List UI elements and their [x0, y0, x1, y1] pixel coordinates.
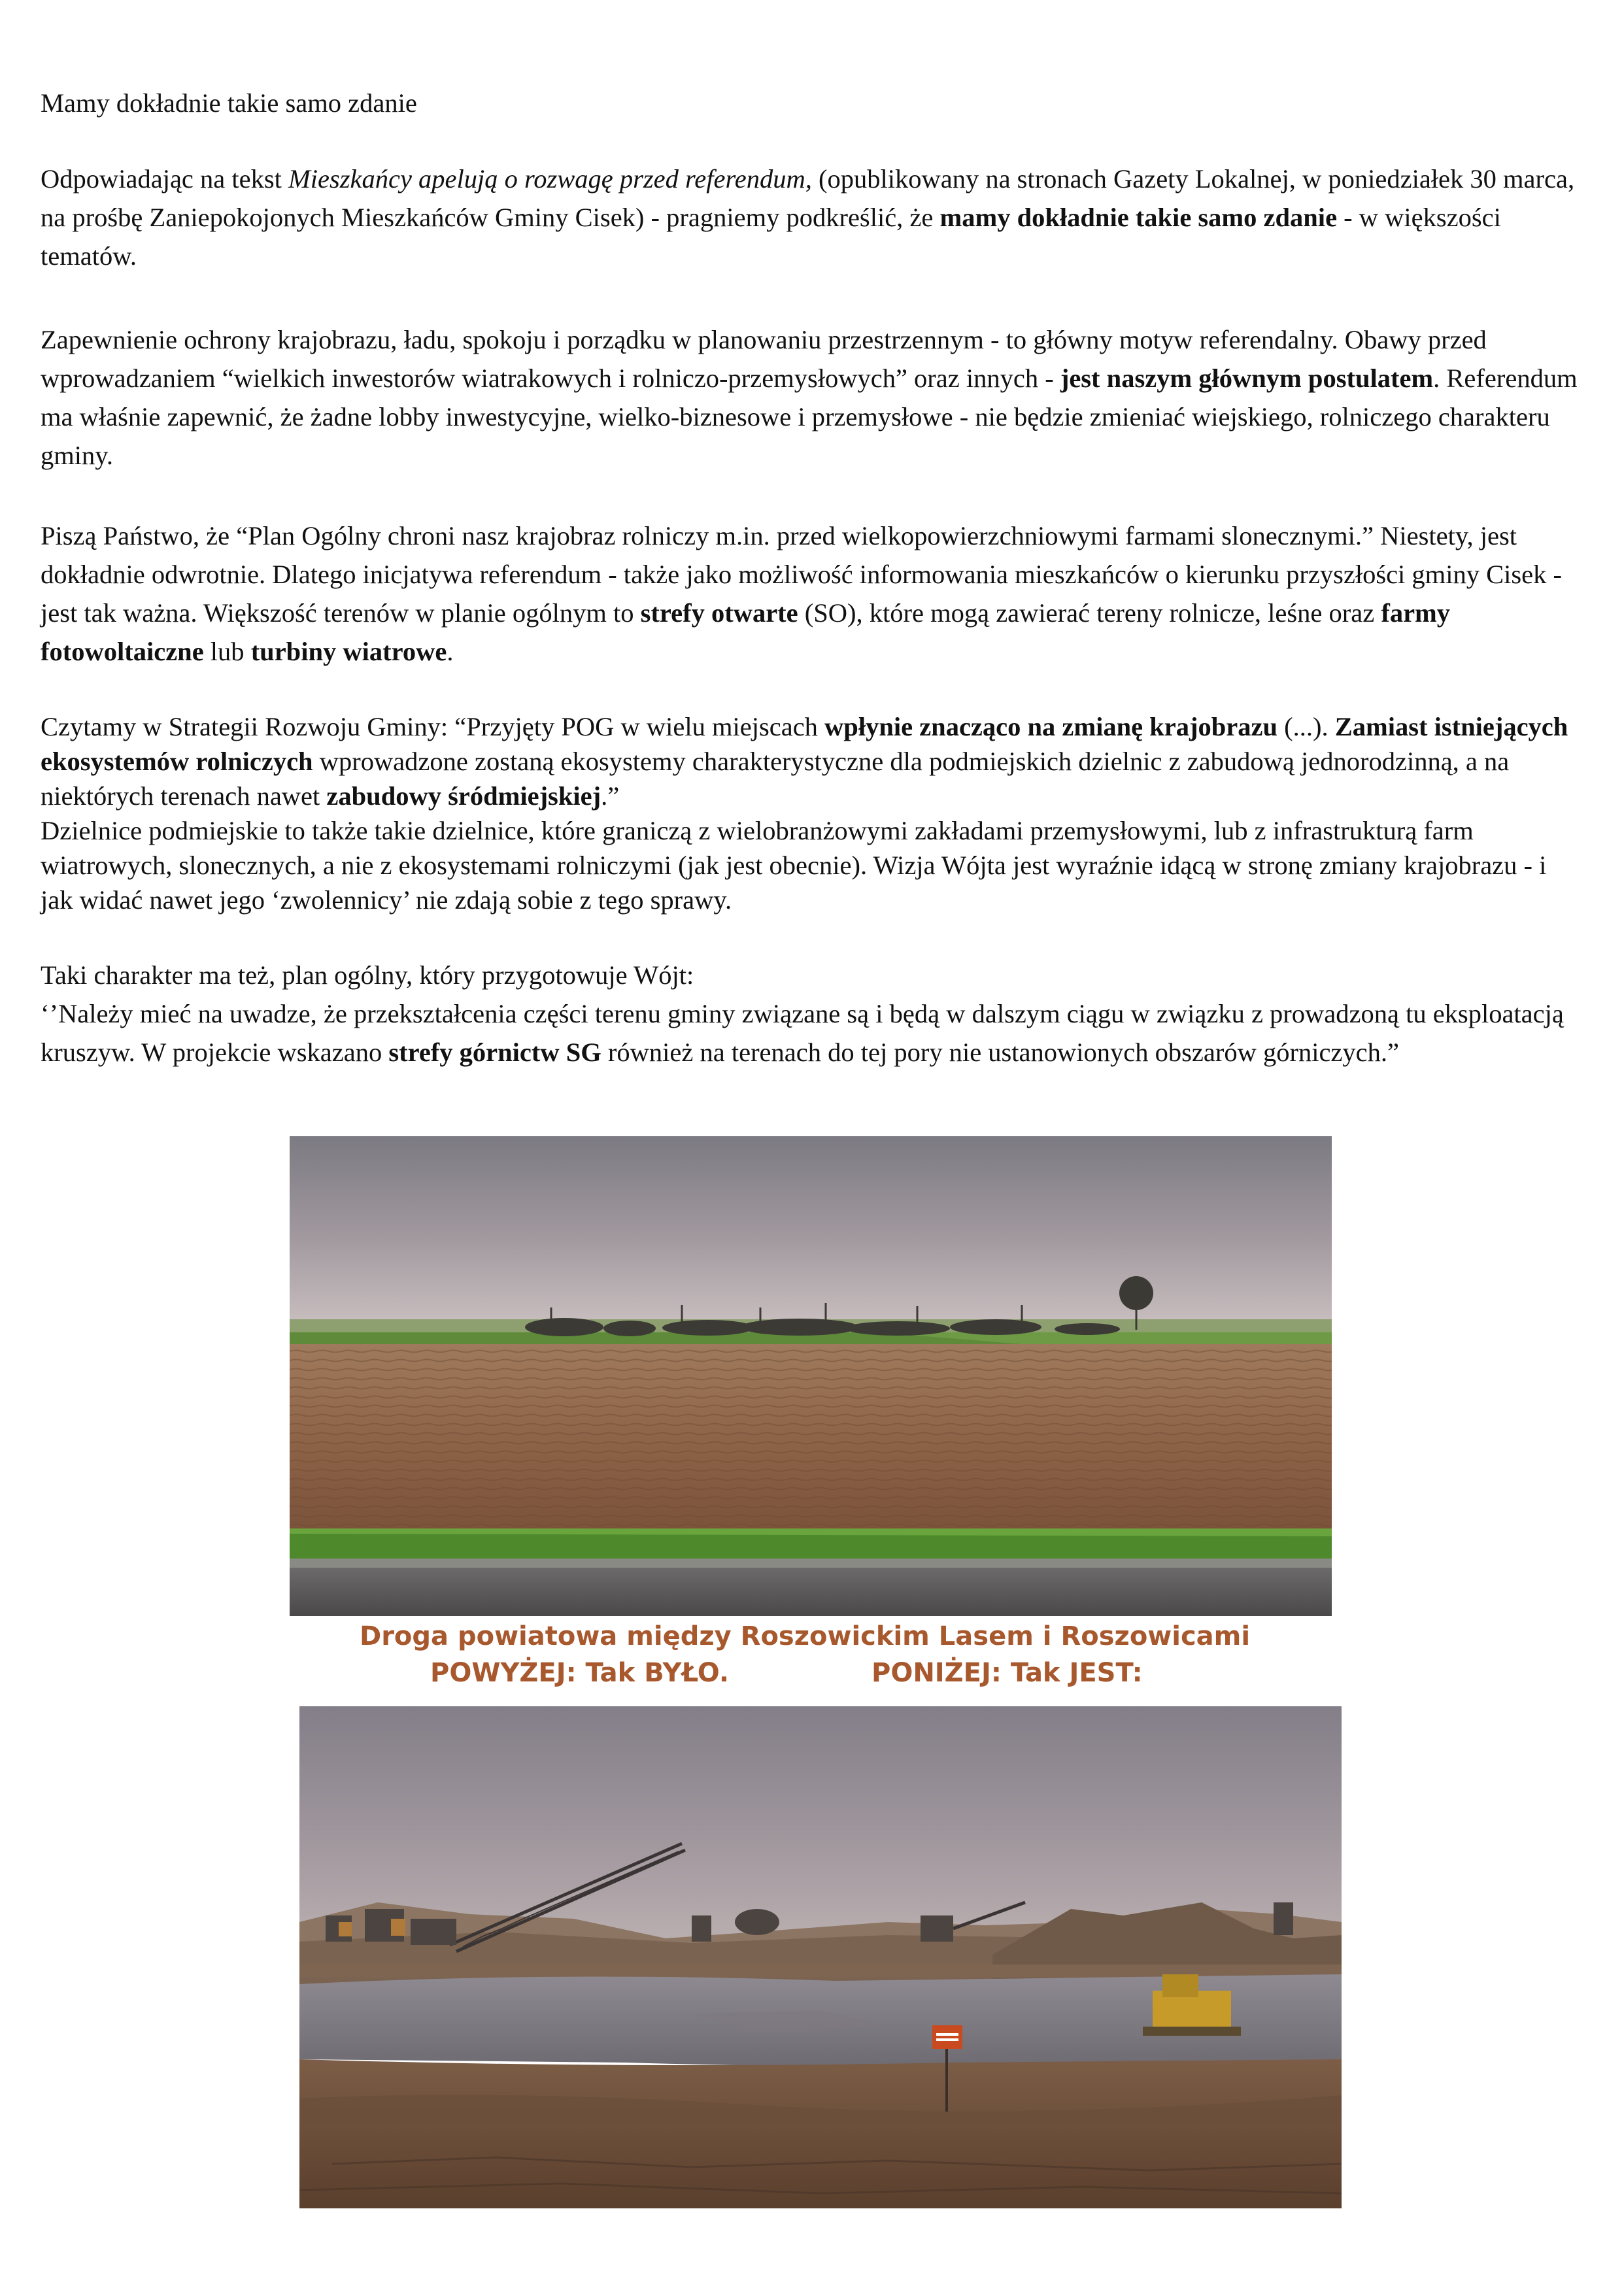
p5-quote-b: ‘’Należy mieć na uwadze, że przekształcenia części terenu gminy związane są i będą w dalszym ciągu w związku z prowadzoną tu eksploatacją kruszyw. W projekcie wskazano	[41, 999, 1564, 1067]
p3-text-c: (SO), które mogą zawierać tereny rolnicze, leśne oraz	[798, 598, 1381, 628]
p1-emphasis: mamy dokładnie takie samo zdanie	[939, 203, 1338, 232]
photo-caption-above: POWYŻEJ: Tak BYŁO.	[430, 1658, 730, 1688]
p3-emphasis-pv: farmy fotowoltaiczne	[41, 598, 1451, 666]
p4-emphasis-downtown: zabudowy śródmiejskiej	[326, 781, 601, 811]
document-title: Mamy dokładnie takie samo zdanie	[41, 88, 417, 118]
p4-second-paragraph: Dzielnice podmiejskie to także takie dzielnice, które graniczą z wielobranżowymi zakładami przemysłowymi, lub z infrastrukturą farm wiatrowych, slonecznych, a nie z ekosystemami rolniczymi (jak jest obecnie). Wizja Wójta jest wyraźnie idącą w stronę zmiany krajobrazu - i jak widać nawet jego ‘zwolennicy’ nie zdają sobie z tego sprawy.	[41, 816, 1547, 915]
paragraph-5	[41, 956, 1583, 1071]
p1-text-e: - w większości tematów.	[41, 203, 1501, 271]
p4-emphasis-ecosystems: Zamiast istniejących ekosystemów rolniczych	[41, 712, 1568, 776]
p2-emphasis: jest naszym głównym postulatem	[1060, 363, 1434, 393]
paragraph-1	[41, 160, 1583, 275]
p4-emphasis-landscape: wpłynie znacząco na zmianę krajobrazu	[824, 712, 1277, 741]
p4-text-g: .”	[601, 781, 620, 811]
p5-quote-d: również na terenach do tej pory nie ustanowionych obszarów górniczych.”	[601, 1037, 1399, 1067]
field-photo-before	[290, 1136, 1332, 1616]
p1-text-a: Odpowiadając na tekst	[41, 164, 288, 194]
photo-caption-below: PONIŻEJ: Tak JEST:	[871, 1658, 1143, 1688]
p3-text-a: Piszą Państwo, że “Plan Ogólny chroni nasz krajobraz rolniczy m.in. przed wielkopowierzchniowymi farmami slonecznymi.” Niestety, jest dokładnie odwrotnie. Dlatego inicjatywa referendum - także jako możliwość informowania mieszkańców o kierunku przyszłości gminy Cisek - jest tak ważna. Większość terenów w planie ogólnym to	[41, 521, 1562, 628]
p3-text-e: lub	[203, 637, 251, 666]
p4-text-e: wprowadzone zostaną ekosystemy charakterystyczne dla podmiejskich dzielnic z zabudową jednorodzinną, a na niektórych terenach nawet	[41, 747, 1510, 811]
mining-photo-image	[299, 1706, 1342, 2208]
p2-text-c: . Referendum ma właśnie zapewnić, że żadne lobby inwestycyjne, wielko-biznesowe i przemysłowe - nie będzie zmieniać wiejskiego, rolniczego charakteru gminy.	[41, 363, 1578, 470]
paragraph-4	[41, 709, 1583, 917]
p4-text-c: (...).	[1277, 712, 1335, 741]
p3-emphasis-so: strefy otwarte	[640, 598, 798, 628]
p5-intro: Taki charakter ma też, plan ogólny, który przygotowuje Wójt:	[41, 960, 694, 990]
photo-caption-location: Droga powiatowa między Roszowickim Lasem i Roszowicami	[360, 1621, 1251, 1651]
p3-text-g: .	[447, 637, 454, 666]
p2-text-a: Zapewnienie ochrony krajobrazu, ładu, spokoju i porządku w planowaniu przestrzennym - to główny motyw referendalny. Obawy przed wprowadzaniem “wielkich inwestorów wiatrakowych i rolniczo-przemysłowych” oraz innych -	[41, 325, 1487, 393]
paragraph-2	[41, 320, 1583, 475]
p5-emphasis: strefy górnictw SG	[388, 1037, 601, 1067]
p1-text-c: (opublikowany na stronach Gazety Lokalnej, w poniedziałek 30 marca, na prośbę Zaniepokojonych Mieszkańców Gminy Cisek) - pragniemy podkreślić, że	[41, 164, 1575, 232]
p4-text-a: Czytamy w Strategii Rozwoju Gminy: “Przyjęty POG w wielu miejscach	[41, 712, 825, 741]
field-photo-image	[290, 1136, 1332, 1616]
mining-photo-after	[299, 1706, 1342, 2208]
p3-emphasis-wind: turbiny wiatrowe	[250, 637, 447, 666]
p1-quoted-title: Mieszkańcy apelują o rozwagę przed referendum,	[288, 164, 812, 194]
paragraph-3	[41, 516, 1583, 671]
